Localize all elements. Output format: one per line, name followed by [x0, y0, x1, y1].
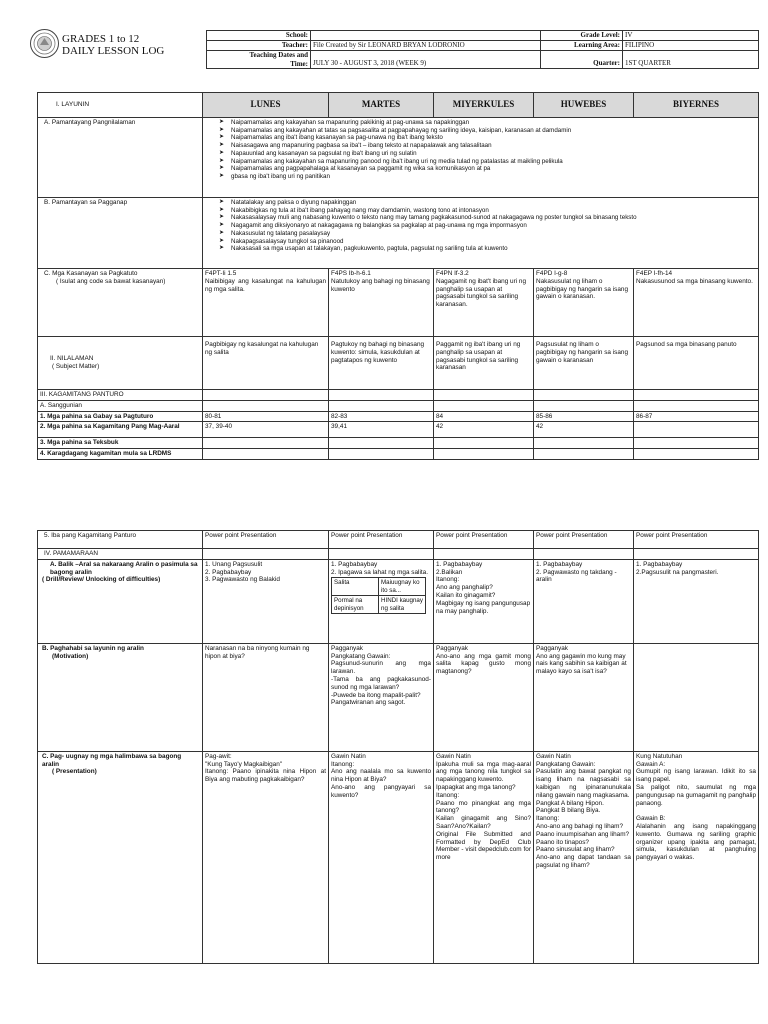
learner-material-wednesday: 42: [434, 422, 534, 438]
content-standard-item: ➤ Naipamamalas ang iba't ibang kasanayan sa pag-unawa ng iba't ibang teksto: [231, 134, 756, 142]
word-map-cell: Maiuugnay ko ito sa...: [379, 578, 426, 596]
empty-cell: [329, 390, 434, 401]
review-monday-item: 3. Pagwawasto ng Balakid: [205, 576, 280, 584]
other-resources-friday: Power point Presentation: [634, 531, 759, 549]
review-subtitle: ( Drill/Review/ Unlocking of difficulties): [42, 576, 161, 584]
performance-standard-label: B. Pamantayan sa Pagganap: [38, 198, 203, 269]
textbook-friday: [634, 438, 759, 449]
lrdms-wednesday: [434, 449, 534, 460]
learner-material-friday: [634, 422, 759, 438]
performance-standard-item: ➤ Nakabibigkas ng tula at iba't ibang pahayag nang may damdamin, wastong tono at intonasyon: [231, 207, 756, 215]
document-title: [62, 33, 192, 57]
performance-standard-item: ➤ Nagagamit ang diksiyonaryo at nakagagawa ng balangkas sa pagkalap at pag-unawa ng mga impormasyon: [231, 222, 756, 230]
content-standard-item: ➤ Napauunlad ang kasanayan sa pagsulat ng iba't ibang uri ng sulatin: [231, 150, 756, 158]
lesson-table-1: [37, 92, 759, 460]
dates-label-line-2: Time:: [290, 59, 308, 68]
motivation-friday: [634, 643, 759, 751]
teacher-label: Teacher:: [207, 41, 311, 51]
performance-standard-item: ➤ Nakapagsasalaysay tungkol sa pinanood: [231, 238, 756, 246]
objectives-header: I. LAYUNIN: [38, 93, 203, 118]
presentation-wednesday: Gawin Natin Ipakuha muli sa mga mag-aaral ang mga tanong nila tungkol sa napakinggang kuwento. Ipapagkat ang mga tanong? Itanong: Paano mo pinangkat ang mga tanong? Kailan ginagamit ang Sino?Saan?Ano?Kailan? Original File Submitted and Formatted by DepEd Club Member - visit depedclub.com for more: [434, 751, 534, 963]
title-line-2: DAILY LESSON LOG: [62, 45, 165, 57]
presentation-title: C. Pag- uugnay ng mga halimbawa sa bagong aralin: [42, 752, 182, 768]
content-friday: Pagsunod sa mga binasang panuto: [634, 337, 759, 390]
teacher-guide-label: 1. Mga pahina sa Gabay sa Pagtuturo: [38, 411, 203, 422]
motivation-monday: Naranasan na ba ninyong kumain ng hipon at biya?: [203, 643, 329, 751]
motivation-title: B. Paghahabi sa layunin ng aralin: [42, 644, 144, 652]
motivation-wednesday: Pagganyak Ano-ano ang mga gamit mong salita kapag gusto mong magtanong?: [434, 643, 534, 751]
content-standard-item-cont: ➤ gbasa ng iba't ibang uri ng panitikan: [231, 173, 756, 181]
school-label: School:: [207, 31, 311, 41]
quarter-value: 1ST QUARTER: [623, 51, 759, 69]
word-map-table: [331, 577, 426, 614]
competencies-title: C. Mga Kasanayan sa Pagkatuto: [44, 270, 138, 277]
learner-material-label: 2. Mga pahina sa Kagamitang Pang Mag-Aaral: [38, 422, 203, 438]
competency-monday: F4PT-Ii 1.5 Naibibigay ang kasalungat na kahulugan ng mga salita.: [203, 269, 329, 337]
content-standard-item: ➤ Naipamamalas ang kakayahan sa mapanuring pakikinig at pag-unawa sa napakinggan: [231, 119, 756, 127]
header-info-table: [206, 30, 759, 69]
other-resources-thursday: Power point Presentation: [534, 531, 634, 549]
content-title: II. NILALAMAN: [50, 355, 94, 363]
empty-cell: [634, 390, 759, 401]
title-line-1: GRADES 1 to 12: [62, 33, 140, 45]
word-map-cell: HINDI kaugnay ng salita: [379, 596, 426, 614]
lrdms-monday: [203, 449, 329, 460]
other-resources-tuesday: Power point Presentation: [329, 531, 434, 549]
competencies-label: [38, 269, 203, 337]
content-standard-list: [203, 118, 759, 198]
review-wednesday: 1. Pagbabaybay 2.Balikan Itanong: Ano ang panghalip? Kailan ito ginagamit? Magbigay ng isang pangungusap na may panghalip.: [434, 559, 534, 643]
empty-cell: [434, 400, 534, 411]
motivation-label: [38, 643, 203, 751]
review-thursday: 1. Pagbabaybay 2. Pagwawasto ng takdang -aralin: [534, 559, 634, 643]
empty-cell: [434, 390, 534, 401]
dates-label-line-1: Teaching Dates and: [249, 51, 308, 59]
performance-standard-item: ➤ Nakasasalaysay muli ang nabasang kuwento o teksto nang may tamang pagkakasunod-sunod at nakagagawa ng poster tungkol sa binasang teksto: [231, 214, 756, 222]
content-standard-item: ➤ Naipamamalas ang kakayahan at tatas sa pagsasalita at pagpapahayag ng sariling ideya, kaisipan, karanasan at damdamin: [231, 127, 756, 135]
empty-cell: [434, 549, 534, 560]
content-monday: Pagbibigay ng kasalungat na kahulugan ng salita: [203, 337, 329, 390]
textbook-wednesday: [434, 438, 534, 449]
presentation-friday: Kung Natutuhan Gawain A: Gumupit ng isang larawan. Idikit ito sa isang papel. Sa paligot nito, saumulat ng mga pangungusap na gumagamit ng panghalip panaong. Gawain B: Alalahanin ang isang napakinggang kuwento. Gumawa ng sariling graphic organizer upang ipakita ang pamagat, simula, kasukdulan at panghuling pangyayari o wakas.: [634, 751, 759, 963]
lesson-table-2: [37, 530, 759, 964]
other-resources-monday: Power point Presentation: [203, 531, 329, 549]
content-thursday: Pagsusulat ng liham o pagbibigay ng hangarin sa isang gawain o karanasan: [534, 337, 634, 390]
textbook-monday: [203, 438, 329, 449]
textbook-thursday: [534, 438, 634, 449]
teacher-guide-monday: 80-81: [203, 411, 329, 422]
area-value: FILIPINO: [623, 41, 759, 51]
day-tuesday: MARTES: [329, 93, 434, 118]
empty-cell: [534, 400, 634, 411]
day-monday: LUNES: [203, 93, 329, 118]
procedures-label: IV. PAMAMARAAN: [38, 549, 203, 560]
references-label: A. Sanggunian: [38, 400, 203, 411]
empty-cell: [534, 390, 634, 401]
empty-cell: [203, 549, 329, 560]
motivation-subtitle: (Motivation): [52, 652, 89, 660]
motivation-thursday: Pagganyak Ano ang gagawin mo kung may nais kang sabihin sa kaibigan at malayo kayo sa isa't isa?: [534, 643, 634, 751]
review-monday-item: 1. Unang Pagsusulit: [205, 560, 263, 568]
performance-standard-item: ➤ Natatalakay ang paksa o diyung napakinggan: [231, 199, 756, 207]
empty-cell: [634, 549, 759, 560]
review-tuesday-item: 1. Pagbabaybay: [331, 560, 378, 568]
textbook-label: 3. Mga pahina sa Teksbuk: [38, 438, 203, 449]
content-standard-item: ➤ Naisasagawa ang mapanuring pagbasa sa iba't – ibang teksto at napapalawak ang talasalitaan: [231, 142, 756, 150]
empty-cell: [329, 400, 434, 411]
content-wednesday: Paggamit ng iba't ibang uri ng panghalip sa usapan at pagsasabi tungkol sa sariling karanasan: [434, 337, 534, 390]
empty-cell: [634, 400, 759, 411]
presentation-label: [38, 751, 203, 963]
competency-tuesday: F4PS Ib-h-6.1 Natutukoy ang bahagi ng binasang kuwento: [329, 269, 434, 337]
area-label: Learning Area:: [541, 41, 623, 51]
day-thursday: HUWEBES: [534, 93, 634, 118]
teacher-guide-tuesday: 82-83: [329, 411, 434, 422]
learner-material-tuesday: 39,41: [329, 422, 434, 438]
grade-value: IV: [623, 31, 759, 41]
school-value: [311, 31, 541, 41]
day-wednesday: MIYERKULES: [434, 93, 534, 118]
word-map-cell: Pormal na depinisyon: [332, 596, 379, 614]
teacher-guide-friday: 86-87: [634, 411, 759, 422]
content-label: [38, 337, 203, 390]
competency-wednesday: F4PN If-3.2 Nagagamit ng ibat't ibang uri ng panghalip sa usapan at pagsasabi tungkol sa sariling karanasan.: [434, 269, 534, 337]
content-standard-item: ➤ Naipamamalas ang kakayahan sa mapanuring panood ng iba't ibang uri ng media tulad ng patalastas at maikling pelikula: [231, 158, 756, 166]
textbook-tuesday: [329, 438, 434, 449]
competency-friday: F4EP I-fh-14 Nakasusunod sa mga binasang kuwento.: [634, 269, 759, 337]
teacher-guide-wednesday: 84: [434, 411, 534, 422]
dates-label: [207, 51, 311, 69]
content-subtitle: ( Subject Matter): [52, 363, 100, 370]
performance-standard-list: [203, 198, 759, 269]
lrdms-friday: [634, 449, 759, 460]
teacher-guide-thursday: 85-86: [534, 411, 634, 422]
quarter-label: Quarter:: [541, 51, 623, 69]
performance-standard-item: ➤ Nakasasali sa mga usapan at talakayan, pagkukuwento, pagtula, pagsulat ng sariling tula at kuwento: [231, 245, 756, 253]
review-tuesday-item: 2. Ipagawa sa lahat ng mga salita.: [331, 568, 428, 576]
performance-standard-item: ➤ Nakasusulat ng talatang pasalaysay: [231, 230, 756, 238]
review-monday-item: 2. Pagbabaybay: [205, 568, 252, 576]
content-standard-label: A. Pamantayang Pangnilalaman: [38, 118, 203, 198]
word-map-cell: Salita: [332, 578, 379, 596]
review-title: A. Balik –Aral sa nakaraang Aralin o pasimula sa bagong aralin: [50, 560, 198, 576]
empty-cell: [329, 549, 434, 560]
deped-seal: [30, 29, 59, 58]
learner-material-thursday: 42: [534, 422, 634, 438]
motivation-tuesday: Pagganyak Pangkatang Gawain: Pagsunud-sunurin ang mga larawan. -Tama ba ang pagkakasunod-sunod ng mga larawan? -Puwede ba itong mapalit-palit? Pangatwiranan ang sagot.: [329, 643, 434, 751]
review-label: [38, 559, 203, 643]
presentation-subtitle: ( Presentation): [52, 768, 97, 776]
empty-cell: [203, 390, 329, 401]
dates-value: JULY 30 - AUGUST 3, 2018 (WEEK 9): [311, 51, 541, 69]
resources-label: III. KAGAMITANG PANTURO: [38, 390, 203, 401]
learner-material-monday: 37, 39-40: [203, 422, 329, 438]
presentation-monday: Pag-awit: "Kung Tayo'y Magkaibigan" Itanong: Paano ipinakita nina Hipon at Biya ang mabuting pagkakaibigan?: [203, 751, 329, 963]
review-friday: 1. Pagbabaybay 2.Pagsusulit na pangmasteri.: [634, 559, 759, 643]
teacher-value: File Created by Sir LEONARD BRYAN LODRONIO: [311, 41, 541, 51]
day-friday: BIYERNES: [634, 93, 759, 118]
competencies-subtitle: ( Isulat ang code sa bawat kasanayan): [56, 277, 166, 285]
lrdms-label: 4. Karagdagang kagamitan mula sa LRDMS: [38, 449, 203, 460]
review-tuesday: [329, 559, 434, 643]
grade-label: Grade Level:: [541, 31, 623, 41]
lrdms-tuesday: [329, 449, 434, 460]
other-resources-label: 5. Iba pang Kagamitang Panturo: [38, 531, 203, 549]
empty-cell: [203, 400, 329, 411]
presentation-thursday: Gawin Natin Pangkatang Gawain: Pasulatin ang bawat pangkat ng isang liham na nagsasabi sa kaibigan ng ipinaranunukala nilang gawain nang magkasama. Pangkat A bilang Hipon. Pangkat B bilang Biya. Itanong: Ano-ano ang bahagi ng liham? Paano inuumpisahan ang liham? Paano ito tinapos? Paano sinusulat ang liham? Ano-ano ang dapat tandaan sa pagsulat ng liham?: [534, 751, 634, 963]
presentation-tuesday: Gawin Natin Itanong: Ano ang naalala mo sa kuwento nina Hipon at Biya? Ano-ano ang pangyayari sa kuwento?: [329, 751, 434, 963]
content-tuesday: Pagtukoy ng bahagi ng binasang kuwento: simula, kasukdulan at pagtatapos ng kuwento: [329, 337, 434, 390]
other-resources-wednesday: Power point Presentation: [434, 531, 534, 549]
lrdms-thursday: [534, 449, 634, 460]
competency-thursday: F4PD I-g-8 Nakasusulat ng liham o pagbibigay ng hangarin sa isang gawain o karanasan.: [534, 269, 634, 337]
empty-cell: [534, 549, 634, 560]
content-standard-item: ➤ Naipamamalas ang pagpapahalaga at kasanayan sa paggamit ng wika sa komunikasyon at pa: [231, 165, 756, 173]
review-monday: [203, 559, 329, 643]
